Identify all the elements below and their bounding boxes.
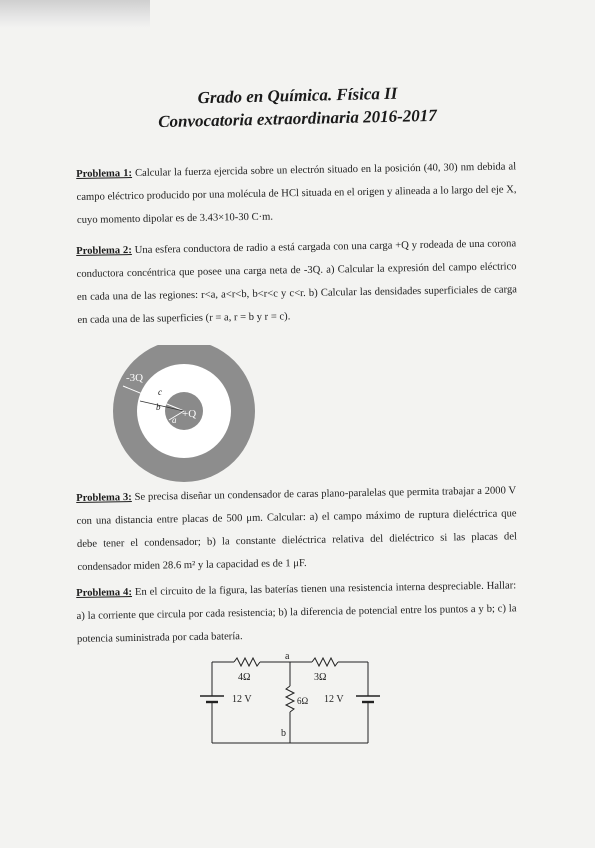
node-b-label: b <box>281 728 286 739</box>
problem-1-text: Calcular la fuerza ejercida sobre un electrón situado en la posición (40, 30) nm debida al campo eléctrico producido por una molécula de HCl situada en el origen y alineada a lo largo del eje X, cuyo momento dipolar es de 3.43×10-30 C·m. <box>76 161 517 226</box>
node-a-label: a <box>285 651 290 662</box>
resistor-4-ohm-label: 4Ω <box>238 672 251 683</box>
problem-3-text: Se precisa diseñar un condensador de caras plano-paralelas que permita trabajar a 2000 V con una distancia entre placas de 500 μm. Calcular: a) el campo máximo de ruptura dieléctrica que debe tener el condensador; b) la constante dieléctrica relativa del dieléctrico si las placas del condensador miden 28.6 m² y la capacidad es de 1 μF. <box>76 485 518 573</box>
problem-4-label: Problema 4: <box>76 587 133 599</box>
resistor-3-ohm-label: 3Ω <box>314 672 327 683</box>
scan-shadow <box>0 0 150 28</box>
problem-1-label: Problema 1: <box>76 168 133 180</box>
resistor-4-ohm <box>234 658 260 666</box>
label-b: b <box>156 402 161 412</box>
outer-charge-label: -3Q <box>126 372 144 384</box>
left-battery-voltage: 12 V <box>232 694 252 705</box>
circuit-figure <box>196 650 384 750</box>
resistor-3-ohm <box>312 658 338 666</box>
problem-1 <box>76 155 517 232</box>
resistor-6-ohm <box>286 686 294 712</box>
problem-4-text: En el circuito de la figura, las baterías tienen una resistencia interna despreciable. Hallar: a) la corriente que circula por cada resistencia; b) la diferencia de potencial entre los puntos a y b; c) la potencia suministrada por cada batería. <box>76 580 517 645</box>
label-a: a <box>172 415 177 425</box>
problem-3-label: Problema 3: <box>76 492 132 504</box>
problem-2 <box>76 232 518 332</box>
problem-2-label: Problema 2: <box>76 245 132 257</box>
problem-2-text: Una esfera conductora de radio a está cargada con una carga +Q y rodeada de una corona conductora concéntrica que posee una carga neta de -3Q. a) Calcular la expresión del campo eléctrico en cada una de las regiones: r<a, a<r<b, b<r<c y c<r. b) Calcular las densidades superficiales de carga en cada una de las superficies (r = a, r = b y r = c). <box>76 238 518 326</box>
exam-title: Grado en Química. Física II <box>197 83 398 108</box>
inner-charge-label: +Q <box>182 408 197 420</box>
problem-4 <box>76 574 517 651</box>
exam-subtitle: Convocatoria extraordinaria 2016-2017 <box>157 105 437 132</box>
resistor-6-ohm-label: 6Ω <box>297 696 309 706</box>
right-battery-voltage: 12 V <box>324 694 344 705</box>
problem-3 <box>76 479 518 579</box>
label-c: c <box>158 387 162 397</box>
